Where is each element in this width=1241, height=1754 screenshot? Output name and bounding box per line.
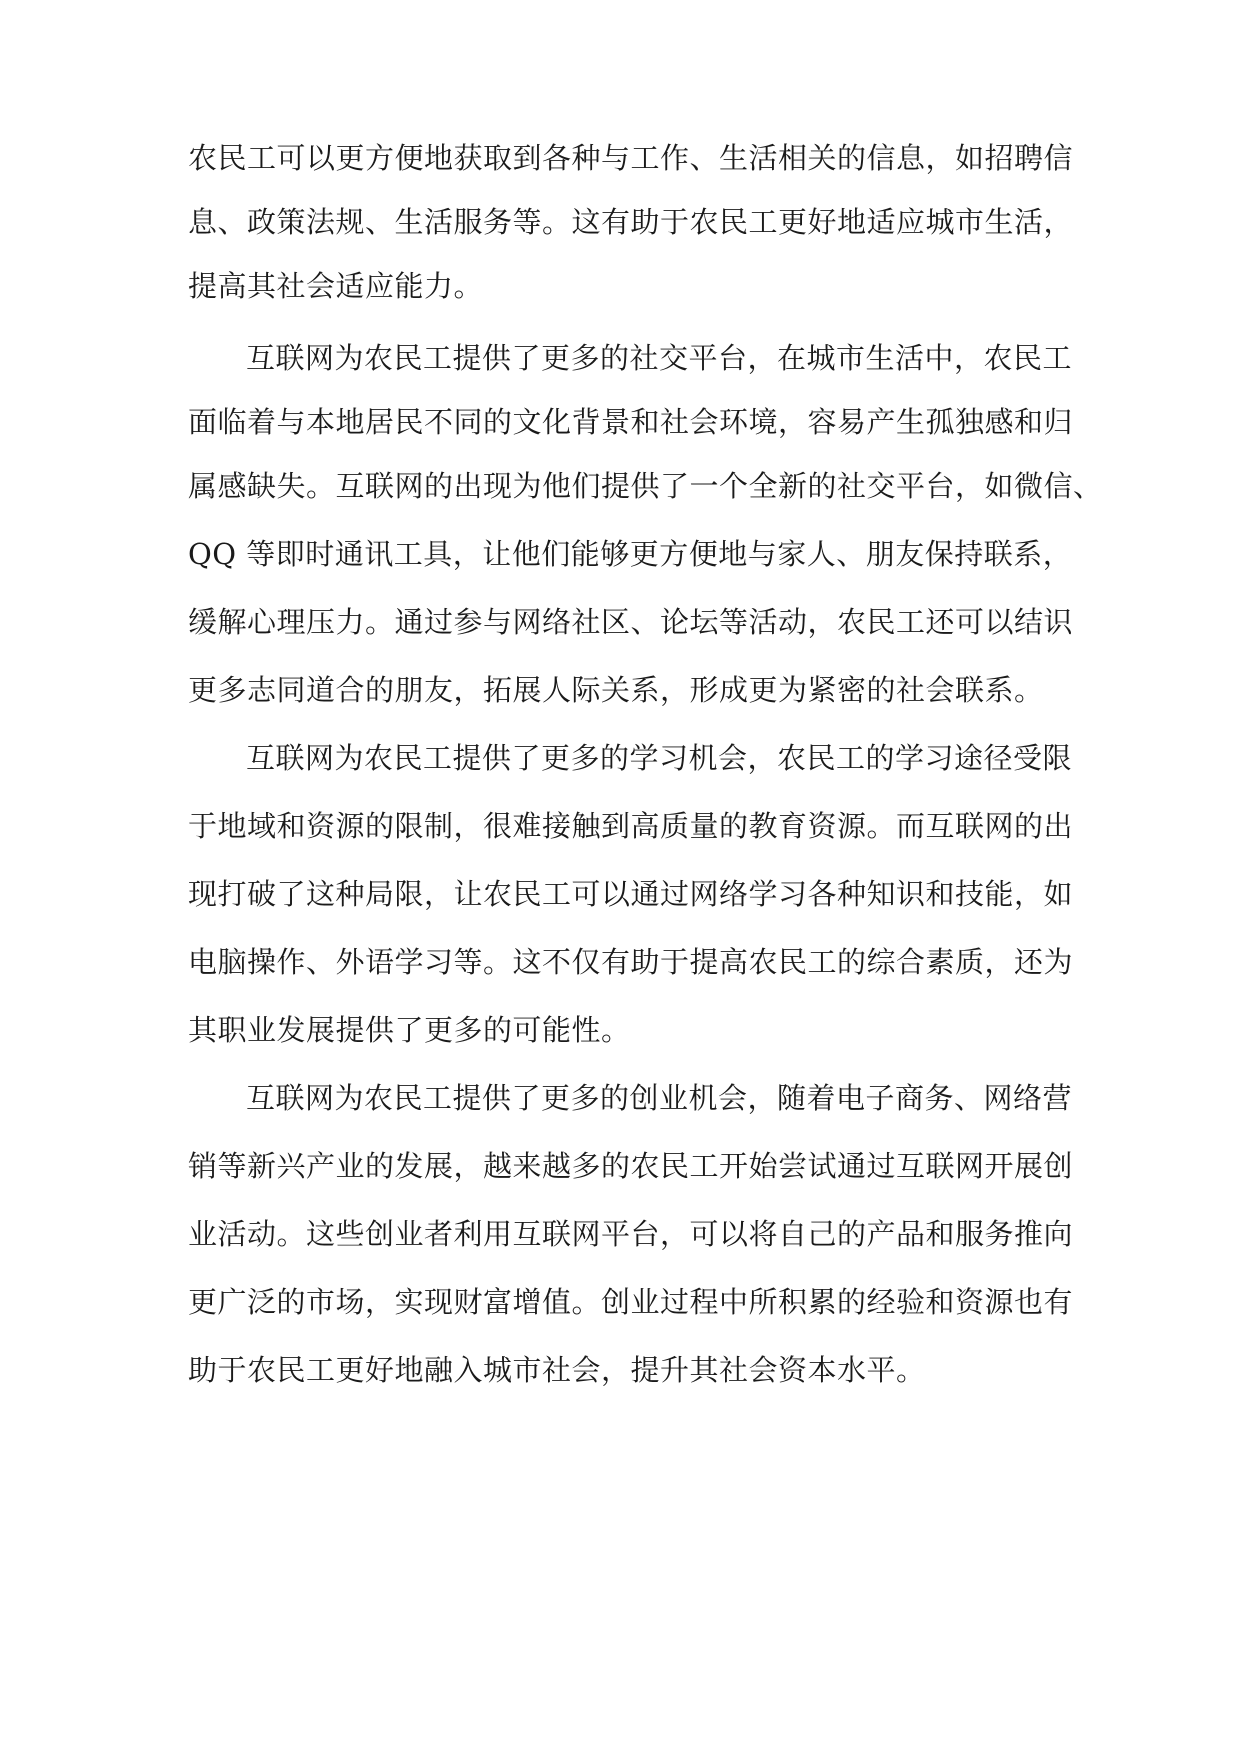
- paragraph-2-line-2: 面临着与本地居民不同的文化背景和社会环境，容易产生孤独感和归: [188, 405, 1074, 439]
- paragraph-3-line-4: 电脑操作、外语学习等。这不仅有助于提高农民工的综合素质，还为: [188, 945, 1074, 979]
- paragraph-2-line-4: QQ 等即时通讯工具，让他们能够更方便地与家人、朋友保持联系，: [188, 537, 1073, 571]
- paragraph-3-line-2: 于地域和资源的限制，很难接触到高质量的教育资源。而互联网的出: [188, 809, 1074, 843]
- paragraph-1-line-3: 提高其社会适应能力。: [188, 269, 484, 303]
- paragraph-1-line-2: 息、政策法规、生活服务等。这有助于农民工更好地适应城市生活，: [188, 205, 1074, 239]
- paragraph-2-line-3: 属感缺失。互联网的出现为他们提供了一个全新的社交平台，如微信、: [188, 469, 1103, 503]
- paragraph-2-line-6: 更多志同道合的朋友，拓展人际关系，形成更为紧密的社会联系。: [188, 673, 1044, 707]
- paragraph-4-line-5: 助于农民工更好地融入城市社会，提升其社会资本水平。: [188, 1353, 926, 1387]
- paragraph-2-line-1: 互联网为农民工提供了更多的社交平台，在城市生活中，农民工: [246, 341, 1073, 375]
- paragraph-3-line-5: 其职业发展提供了更多的可能性。: [188, 1013, 631, 1047]
- paragraph-3-line-3: 现打破了这种局限，让农民工可以通过网络学习各种知识和技能，如: [188, 877, 1074, 911]
- paragraph-4-line-3: 业活动。这些创业者利用互联网平台，可以将自己的产品和服务推向: [188, 1217, 1074, 1251]
- paragraph-1-line-1: 农民工可以更方便地获取到各种与工作、生活相关的信息，如招聘信: [188, 141, 1074, 175]
- paragraph-4-line-2: 销等新兴产业的发展，越来越多的农民工开始尝试通过互联网开展创: [188, 1149, 1074, 1183]
- paragraph-2-line-5: 缓解心理压力。通过参与网络社区、论坛等活动，农民工还可以结识: [188, 605, 1074, 639]
- paragraph-4-line-1: 互联网为农民工提供了更多的创业机会，随着电子商务、网络营: [246, 1081, 1073, 1115]
- paragraph-3-line-1: 互联网为农民工提供了更多的学习机会，农民工的学习途径受限: [246, 741, 1073, 775]
- paragraph-4-line-4: 更广泛的市场，实现财富增值。创业过程中所积累的经验和资源也有: [188, 1285, 1074, 1319]
